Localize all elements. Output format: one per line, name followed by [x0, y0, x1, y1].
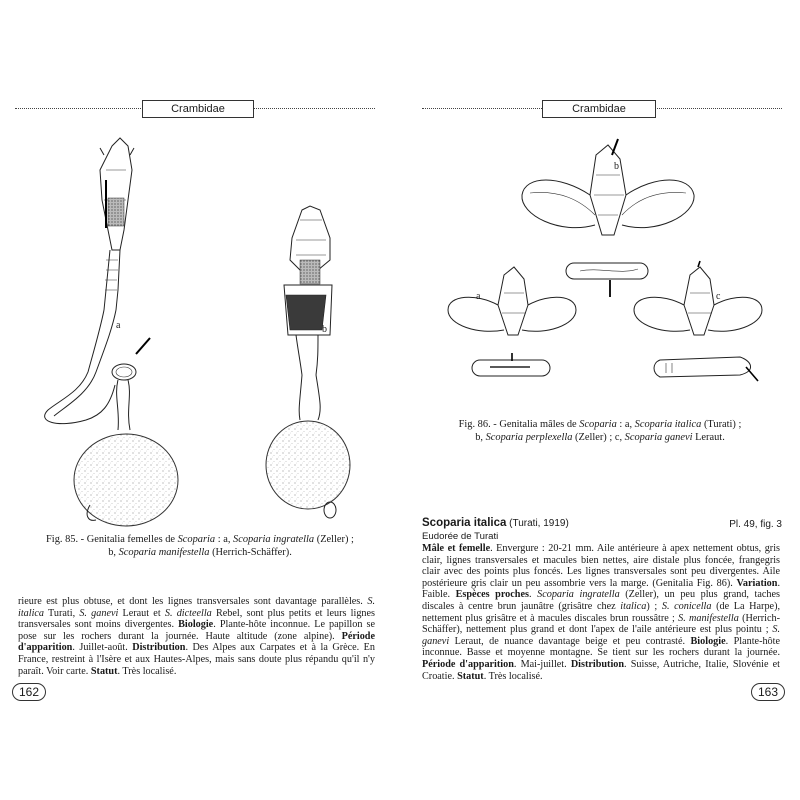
figure-85-caption: Fig. 85. - Genitalia femelles de Scoparia : a, Scoparia ingratella (Zeller) ; b, Scoparia manifestella (Herrich-Schäffer).	[46, 534, 354, 558]
common-name: Eudorée de Turati	[422, 531, 499, 542]
figure-86-drawing	[400, 135, 800, 415]
species-title: Scoparia italica (Turati, 1919)	[422, 517, 569, 529]
specimen-b-drawing	[266, 206, 350, 518]
specimen-a-drawing	[45, 138, 178, 526]
specimen-c-drawing	[634, 261, 762, 381]
running-header: Crambidae	[542, 100, 656, 118]
body-text: rieure est plus obtuse, et dont les lignes transversales sont davantage parallèles. S. italica Turati, S. ganevi Leraut et S. dicteella Rebel, sont plus petits et leurs lignes transversales sont moins divergentes. Biologie. Plante-hôte inconnue. Le papillon se pose sur les rochers durant la journée. Haute altitude (zone alpine). Période d'apparition. Juillet-août. Distribution. Des Alpes aux Carpates et à la Grèce. En France, restreint à l'Isère et aux Hautes-Alpes, mais sans doute plus répandu qu'il n'y paraît. Voir carte. Statut. Très localisé.	[18, 596, 376, 677]
page-number: 163	[751, 683, 785, 701]
svg-text:b: b	[322, 324, 327, 335]
specimen-a-drawing	[448, 267, 576, 376]
figure-86-caption: Fig. 86. - Genitalia mâles de Scoparia : a, Scoparia italica (Turati) ; b, Scoparia perplexella (Zeller) ; c, Scoparia ganevi Leraut.	[458, 419, 742, 443]
svg-text:c: c	[716, 291, 721, 302]
svg-text:b: b	[614, 161, 619, 172]
plate-reference: Pl. 49, fig. 3	[729, 519, 782, 530]
right-page	[400, 0, 800, 800]
running-header: Crambidae	[142, 100, 254, 118]
svg-text:a: a	[116, 320, 121, 331]
figure-85-drawing	[0, 110, 400, 530]
specimen-b-drawing	[522, 139, 694, 297]
page-number: 162	[12, 683, 46, 701]
body-text: Mâle et femelle. Envergure : 20-21 mm. Aile antérieure à apex nettement obtus, gris clair, lignes transversales et macules bien nettes, aire distale plus foncée, frangegris clair avec des points plus foncés. Les lignes transversales sont peu divergentes. Aile postérieure gris clair un peu assombrie vers la marge. (Genitalia Fig. 86). Variation. Faible. Espèces proches. Scoparia ingratella (Zeller), un peu plus grand, taches discales à centre brun jaunâtre (grisâtre chez italica) ; S. conicella (de La Harpe), nettement plus grisâtre et à macules discales brun roussâtre ; S. manifestella (Herrich-Schäffer), nettement plus grand et dont l'apex de l'aile antérieure est plus pointu ; S. ganevi Leraut, de nuance davantage beige et peu contrasté. Biologie. Plante-hôte inconnue. Basse et moyenne montagne. Se tient sur les rochers durant la journée. Période d'apparition. Mai-juillet. Distribution. Suisse, Autriche, Italie, Slovénie et Croatie. Statut. Très localisé.	[422, 543, 781, 682]
svg-text:a: a	[476, 291, 481, 302]
